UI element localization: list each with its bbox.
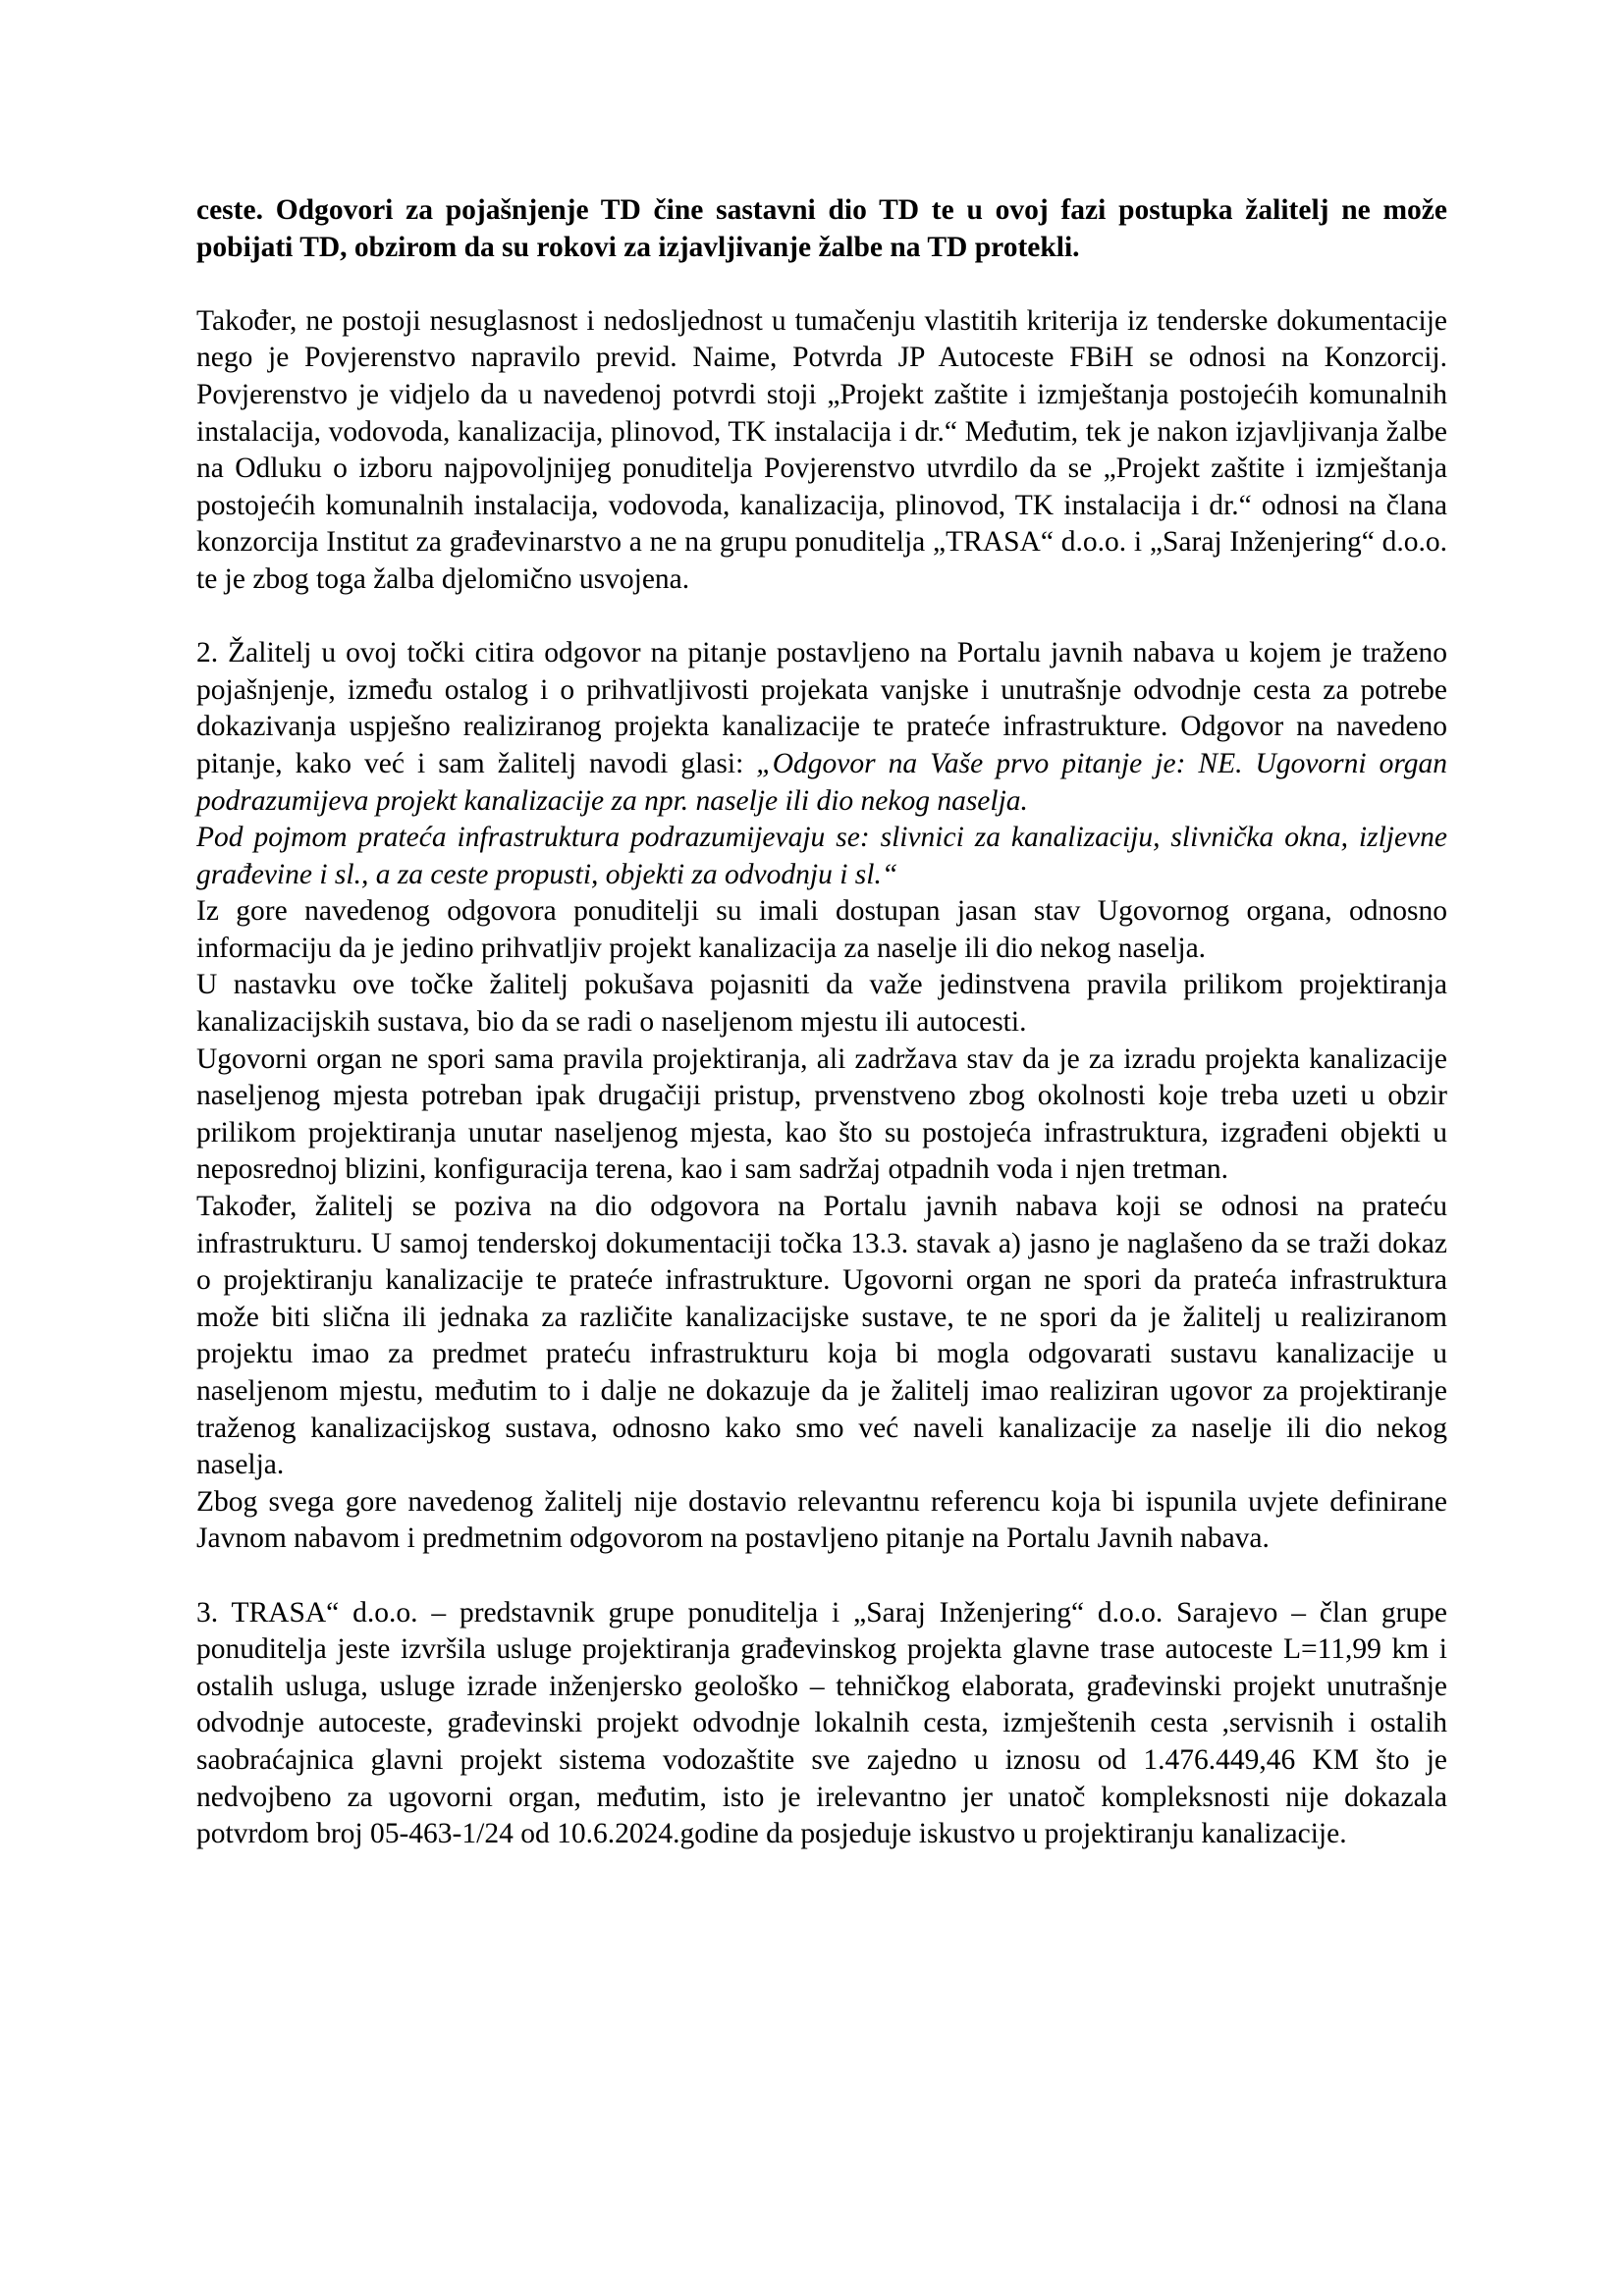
paragraph-point-2	[196, 635, 1447, 820]
point-2-paragraph-c: Ugovorni organ ne spori sama pravila projektiranja, ali zadržava stav da je za izradu projekta kanalizacije naseljenog mjesta potreban ipak drugačiji pristup, prvenstveno zbog okolnosti koje treba uzeti u obzir prilikom projektiranja unutar naseljenog mjesta, kao što su postojeća infrastruktura, izgrađeni objekti u neposrednoj blizini, konfiguracija terena, kao i sam sadržaj otpadnih voda i njen tretman.	[196, 1042, 1447, 1186]
point-2-quote: „Odgovor na Vaše prvo pitanje je: NE. Ugovorni organ podrazumijeva projekt kanalizacije za npr. naselje ili dio nekog naselja.	[196, 747, 1447, 817]
paragraph-gap	[196, 266, 1447, 303]
point-2-paragraph-e: Zbog svega gore navedenog žalitelj nije dostavio relevantnu referencu koja bi ispunila uvjete definirane Javnom nabavom i predmetnim odgovorom na postavljeno pitanje na Portalu Javnih nabava.	[196, 1485, 1447, 1555]
point-2-paragraph-a: Iz gore navedenog odgovora ponuditelji su imali dostupan jasan stav Ugovornog organa, odnosno informaciju da je jedino prihvatljiv projekt kanalizacija za naselje ili dio nekog naselja.	[196, 895, 1447, 964]
point-2-paragraph-d: Također, žalitelj se poziva na dio odgovora na Portalu javnih nabava koji se odnosi na prateću infrastrukturu. U samoj tenderskoj dokumentaciji točka 13.3. stavak a) jasno je naglašeno da se traži dokaz o projektiranju kanalizacije te prateće infrastrukture. Ugovorni organ ne spori da prateća infrastruktura može biti slična ili jednaka za različite kanalizacijske sustave, te ne spori da je žalitelj u realiziranom projektu imao za predmet prateću infrastrukturu koja bi mogla odgovarati sustavu kanalizacije u naseljenom mjestu, međutim to i dalje ne dokazuje da je žalitelj imao realiziran ugovor za projektiranje traženog kanalizacijskog sustava, odnosno kako smo već naveli kanalizacije za naselje ili dio nekog naselja.	[196, 1191, 1447, 1481]
point-2-quote-continued: Pod pojmom prateća infrastruktura podrazumijevaju se: slivnici za kanalizaciju, slivnička okna, izljevne građevine i sl., a za ceste propusti, objekti za odvodnju i sl.“	[196, 822, 1447, 890]
document-body	[196, 192, 1447, 1853]
paragraph-takoder: Također, ne postoji nesuglasnost i nedosljednost u tumačenju vlastitih kriterija iz tenderske dokumentacije nego je Povjerenstvo napravilo previd. Naime, Potvrda JP Autoceste FBiH se odnosi na Konzorcij. Povjerenstvo je vidjelo da u navedenoj potvrdi stoji „Projekt zaštite i izmještanja postojećih komunalnih instalacija, vodovoda, kanalizacija, plinovod, TK instalacija i dr.“ Međutim, tek je nakon izjavljivanja žalbe na Odluku o izboru najpovoljnijeg ponuditelja Povjerenstvo utvrdilo da se „Projekt zaštite i izmještanja postojećih komunalnih instalacija, vodovoda, kanalizacija, plinovod, TK instalacija i dr.“ odnosi na člana konzorcija Institut za građevinarstvo a ne na grupu ponuditelja „TRASA“ d.o.o. i „Saraj Inženjering“ d.o.o. te je zbog toga žalba djelomično usvojena.	[196, 304, 1447, 595]
paragraph-gap	[196, 599, 1447, 636]
paragraph-gap	[196, 1558, 1447, 1595]
point-2-paragraph-b: U nastavku ove točke žalitelj pokušava pojasniti da važe jedinstvena pravila prilikom projektiranja kanalizacijskih sustava, bio da se radi o naseljenom mjestu ili autocesti.	[196, 969, 1447, 1039]
point-2-text: 2. Žalitelj u ovoj točki citira odgovor na pitanje postavljeno na Portalu javnih nabava u kojem je traženo pojašnjenje, između ostalog i o prihvatljivosti projekata vanjske i unutrašnje odvodnje cesta za potrebe dokazivanja uspješno realiziranog projekta kanalizacije te prateće infrastrukture. Odgovor na navedeno pitanje, kako već i sam žalitelj navodi glasi:	[196, 637, 1447, 779]
intro-paragraph: ceste. Odgovori za pojašnjenje TD čine sastavni dio TD te u ovoj fazi postupka žalitelj ne može pobijati TD, obzirom da su rokovi za izjavljivanje žalbe na TD protekli.	[196, 194, 1447, 263]
paragraph-point-3: 3. TRASA“ d.o.o. – predstavnik grupe ponuditelja i „Saraj Inženjering“ d.o.o. Sarajevo – član grupe ponuditelja jeste izvršila usluge projektiranja građevinskog projekta glavne trase autoceste L=11,99 km i ostalih usluga, usluge izrade inženjersko geološko – tehničkog elaborata, građevinski projekt unutrašnje odvodnje autoceste, građevinski projekt odvodnje lokalnih cesta, izmještenih cesta ,servisnih i ostalih saobraćajnica glavni projekt sistema vodozaštite sve zajedno u iznosu od 1.476.449,46 KM što je nedvojbeno za ugovorni organ, međutim, isto je irelevantno jer unatoč kompleksnosti nije dokazala potvrdom broj 05-463-1/24 od 10.6.2024.godine da posjeduje iskustvo u projektiranju kanalizacije.	[196, 1596, 1447, 1850]
